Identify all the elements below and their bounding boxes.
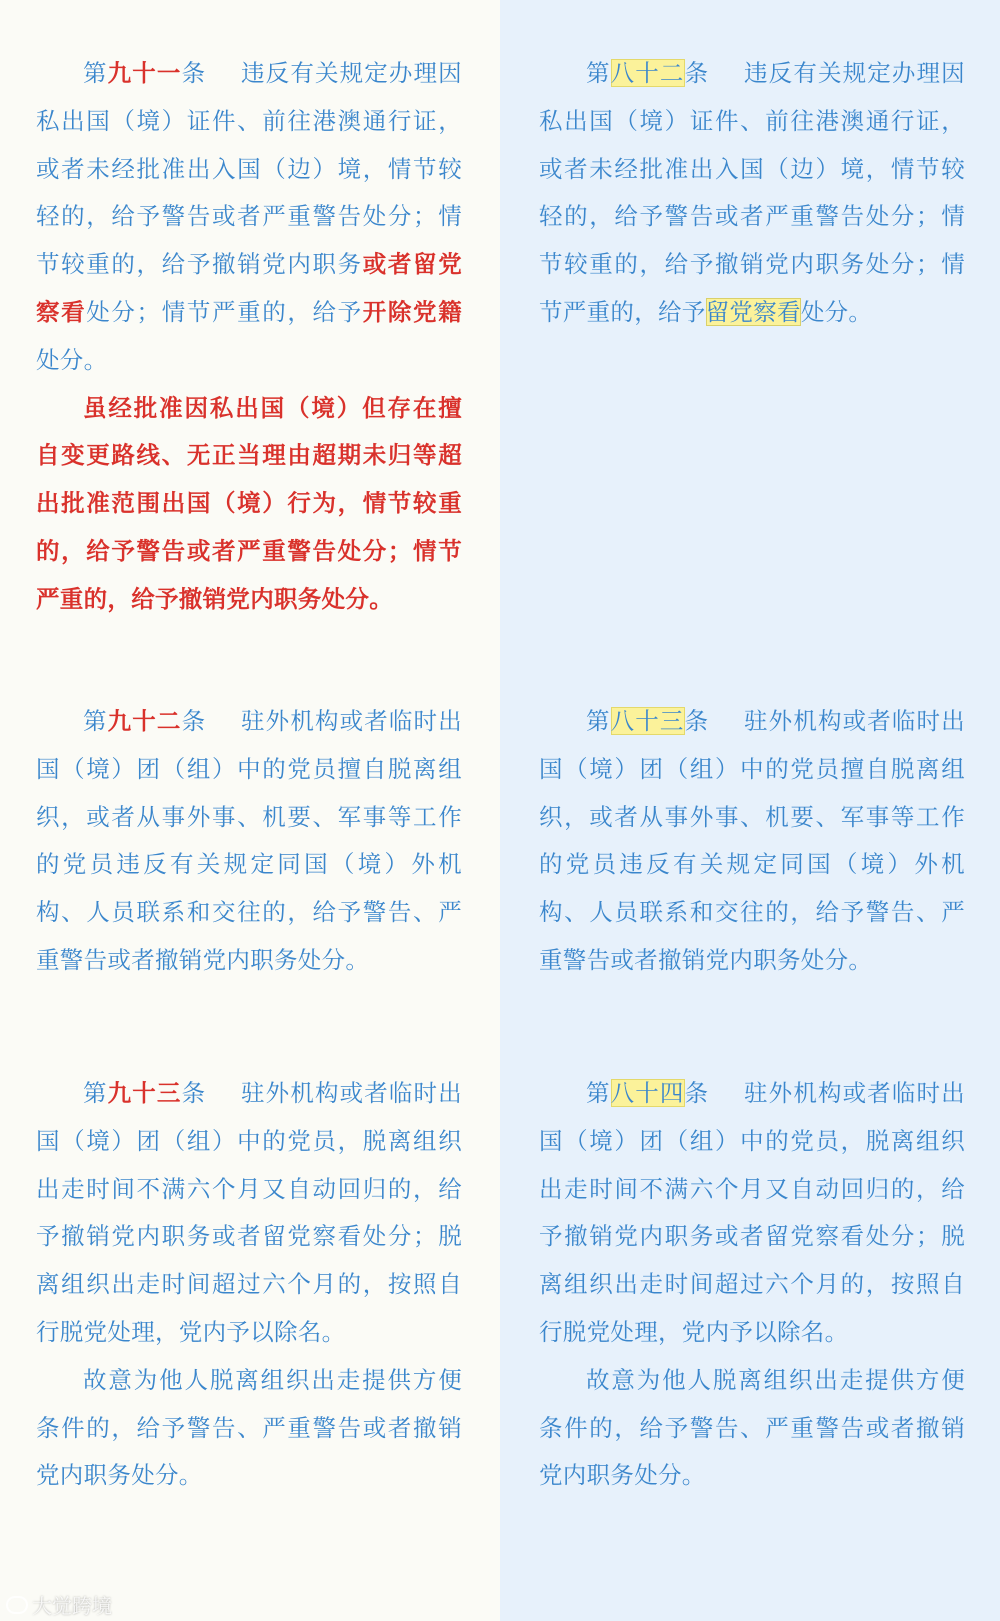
article-84-prefix: 第 bbox=[586, 1079, 611, 1107]
article-84-para-1 bbox=[539, 1070, 965, 1357]
right-column bbox=[500, 0, 1000, 1621]
watermark-text: 大觉跨境 bbox=[32, 1594, 112, 1618]
article-91-text-1: 违反有关规定办理因私出国（境）证件、前往港澳通行证，或者未经批准出入国（边）境，情节较轻的，给予警告或者严重警告处分；情节较重的，给予撤销党内职务 bbox=[36, 59, 462, 279]
article-82-prefix: 第 bbox=[586, 59, 611, 87]
article-93-number: 九十三 bbox=[107, 1079, 182, 1107]
watermark-logo-icon bbox=[6, 1596, 28, 1614]
article-92-para bbox=[36, 698, 462, 985]
article-83-suffix: 条 bbox=[684, 707, 710, 735]
article-93-text: 驻外机构或者临时出国（境）团（组）中的党员，脱离组织出走时间不满六个月又自动回归的，给予撤销党内职务或者留党察看处分；脱离组织出走时间超过六个月的，按照自行脱党处理，党内予以除名。 bbox=[36, 1079, 462, 1346]
article-83-prefix: 第 bbox=[586, 707, 611, 735]
article-91-text-3: 处分。 bbox=[36, 345, 108, 374]
article-92 bbox=[36, 698, 462, 985]
article-92-prefix: 第 bbox=[83, 707, 108, 735]
article-92-number: 九十二 bbox=[107, 707, 182, 735]
article-83-text: 驻外机构或者临时出国（境）团（组）中的党员擅自脱离组织，或者从事外事、机要、军事等工作的党员违反有关规定同国（境）外机构、人员联系和交往的，给予警告、严重警告或者撤销党内职务处分。 bbox=[539, 707, 965, 974]
article-93-prefix: 第 bbox=[83, 1079, 108, 1107]
article-82-text-2: 处分。 bbox=[800, 297, 873, 326]
article-83-para bbox=[539, 698, 965, 985]
article-91-text-2: 处分；情节严重的，给予 bbox=[86, 297, 363, 326]
article-93-suffix: 条 bbox=[181, 1079, 207, 1107]
article-83-number: 八十三 bbox=[610, 707, 685, 735]
article-91-suffix: 条 bbox=[181, 59, 207, 87]
article-84-suffix: 条 bbox=[684, 1079, 710, 1107]
article-91-emphasis-2: 开除党籍 bbox=[362, 297, 462, 326]
article-82-para bbox=[539, 50, 965, 337]
article-91-number: 九十一 bbox=[107, 59, 182, 87]
article-84-number: 八十四 bbox=[610, 1079, 685, 1107]
article-91-prefix: 第 bbox=[83, 59, 108, 87]
article-83 bbox=[539, 698, 965, 985]
article-91-para-2: 虽经批准因私出国（境）但存在擅自变更路线、无正当理由超期未归等超出批准范围出国（境）行为，情节较重的，给予警告或者严重警告处分；情节严重的，给予撤销党内职务处分。 bbox=[36, 393, 462, 613]
article-82-suffix: 条 bbox=[684, 59, 710, 87]
article-82-text-1: 违反有关规定办理因私出国（境）证件、前往港澳通行证，或者未经批准出入国（边）境，情节较轻的，给予警告或者严重警告处分；情节较重的，给予撤销党内职务处分；情节严重的，给予 bbox=[539, 59, 965, 326]
article-82-highlight: 留党察看 bbox=[705, 297, 801, 326]
article-91-emphasis-1: 或者留党察看 bbox=[36, 250, 462, 326]
article-82-number: 八十二 bbox=[610, 59, 685, 87]
article-92-suffix: 条 bbox=[181, 707, 207, 735]
article-91 bbox=[36, 50, 462, 624]
article-91-para-1 bbox=[36, 50, 462, 385]
article-93-para-1 bbox=[36, 1070, 462, 1357]
article-93-para-2: 故意为他人脱离组织出走提供方便条件的，给予警告、严重警告或者撤销党内职务处分。 bbox=[36, 1365, 462, 1490]
article-92-text: 驻外机构或者临时出国（境）团（组）中的党员擅自脱离组织，或者从事外事、机要、军事等工作的党员违反有关规定同国（境）外机构、人员联系和交往的，给予警告、严重警告或者撤销党内职务处分。 bbox=[36, 707, 462, 974]
article-84-text: 驻外机构或者临时出国（境）团（组）中的党员，脱离组织出走时间不满六个月又自动回归的，给予撤销党内职务或者留党察看处分；脱离组织出走时间超过六个月的，按照自行脱党处理，党内予以除名。 bbox=[539, 1079, 965, 1346]
article-84-para-2: 故意为他人脱离组织出走提供方便条件的，给予警告、严重警告或者撤销党内职务处分。 bbox=[539, 1365, 965, 1490]
watermark bbox=[6, 1590, 112, 1619]
article-82 bbox=[539, 50, 965, 337]
article-84 bbox=[539, 1070, 965, 1500]
article-93 bbox=[36, 1070, 462, 1500]
